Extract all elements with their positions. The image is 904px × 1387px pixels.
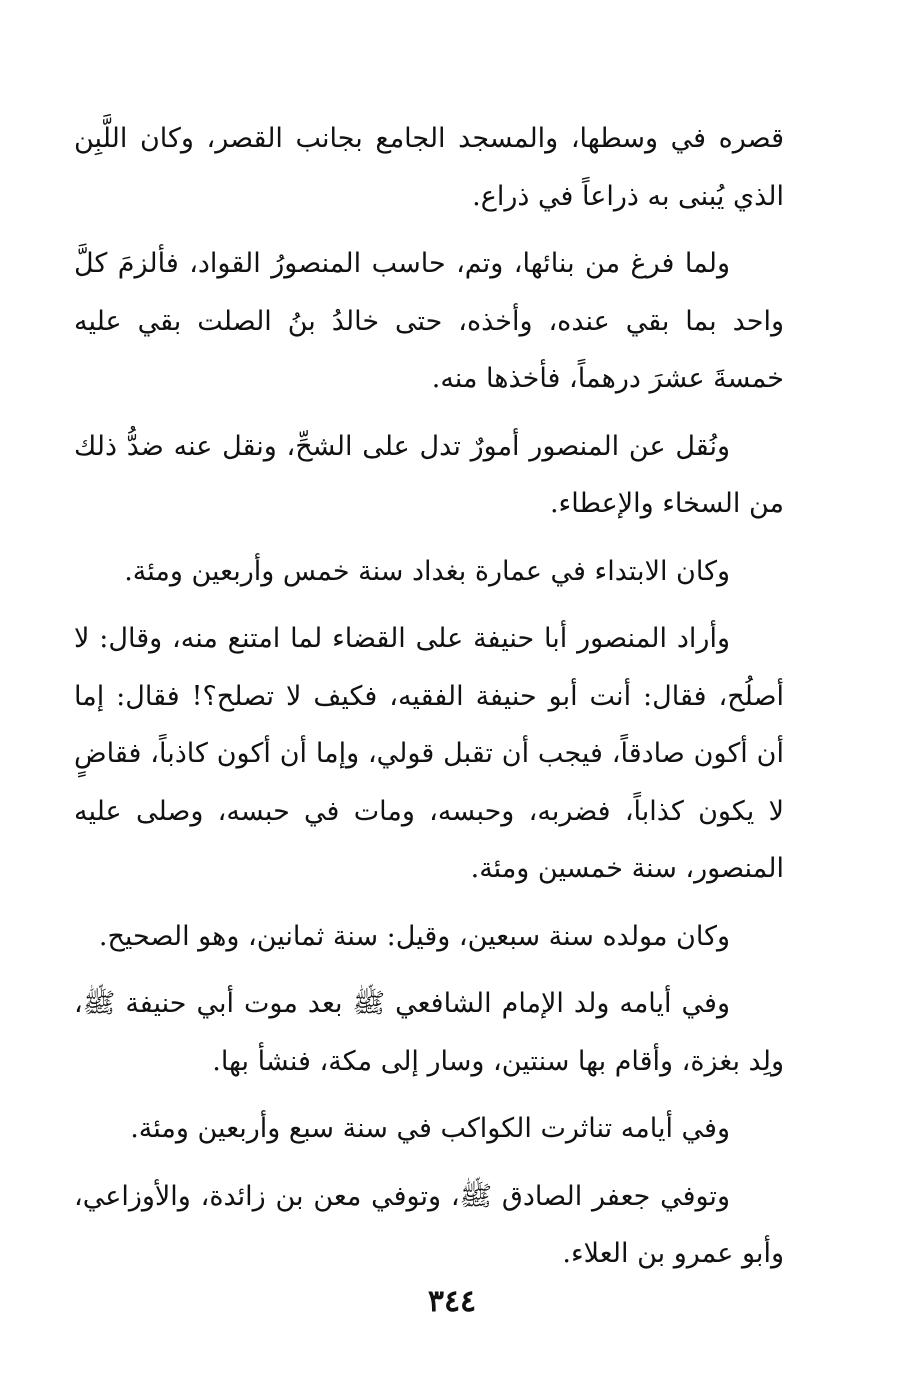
paragraph: وكان مولده سنة سبعين، وقيل: سنة ثمانين، وهو الصحيح. — [98, 920, 730, 952]
body-text — [74, 110, 784, 1293]
paragraph: وأراد المنصور أبا حنيفة على القضاء لما امتنع منه، وقال: لا أصلُح، فقال: أنت أبو حنيفة الفقيه، فكيف لا تصلح؟! فقال: إما أن أكون صادقاً، فيجب أن تقبل قولي، وإما أن أكون كاذباً، فقاضٍ لا يكون كذاباً، فضربه، وحبسه، ومات في حبسه، وصلى عليه المنصور، سنة خمسين ومئة. — [74, 623, 784, 884]
page-number: ٣٤٤ — [427, 1284, 477, 1319]
paragraph: وكان الابتداء في عمارة بغداد سنة خمس وأربعين ومئة. — [124, 555, 730, 587]
paragraph: ونُقل عن المنصور أمورٌ تدل على الشحِّ، ونقل عنه ضدُّ ذلك من السخاء والإعطاء. — [74, 430, 784, 519]
paragraph: وفي أيامه تناثرت الكواكب في سنة سبع وأربعين ومئة. — [130, 1113, 730, 1144]
paragraph-continuation: قصره في وسطها، والمسجد الجامع بجانب القصر، وكان اللَّبِن الذي يُبنى به ذراعاً في ذراع. — [74, 123, 784, 212]
paragraph: وفي أيامه ولد الإمام الشافعي ﷺ بعد موت أبي حنيفة ﷺ، ولِد بغزة، وأقام بها سنتين، وسار إلى مكة، فنشأ بها. — [74, 988, 784, 1077]
paragraph: ولما فرغ من بنائها، وتم، حاسب المنصورُ القواد، فألزمَ كلَّ واحد بما بقي عنده، وأخذه، حتى خالدُ بنُ الصلت بقي عليه خمسةَ عشرَ درهماً، فأخذها منه. — [74, 248, 784, 394]
paragraph: وتوفي جعفر الصادق ﷺ، وتوفي معن بن زائدة، والأوزاعي، وأبو عمرو بن العلاء. — [74, 1180, 784, 1269]
